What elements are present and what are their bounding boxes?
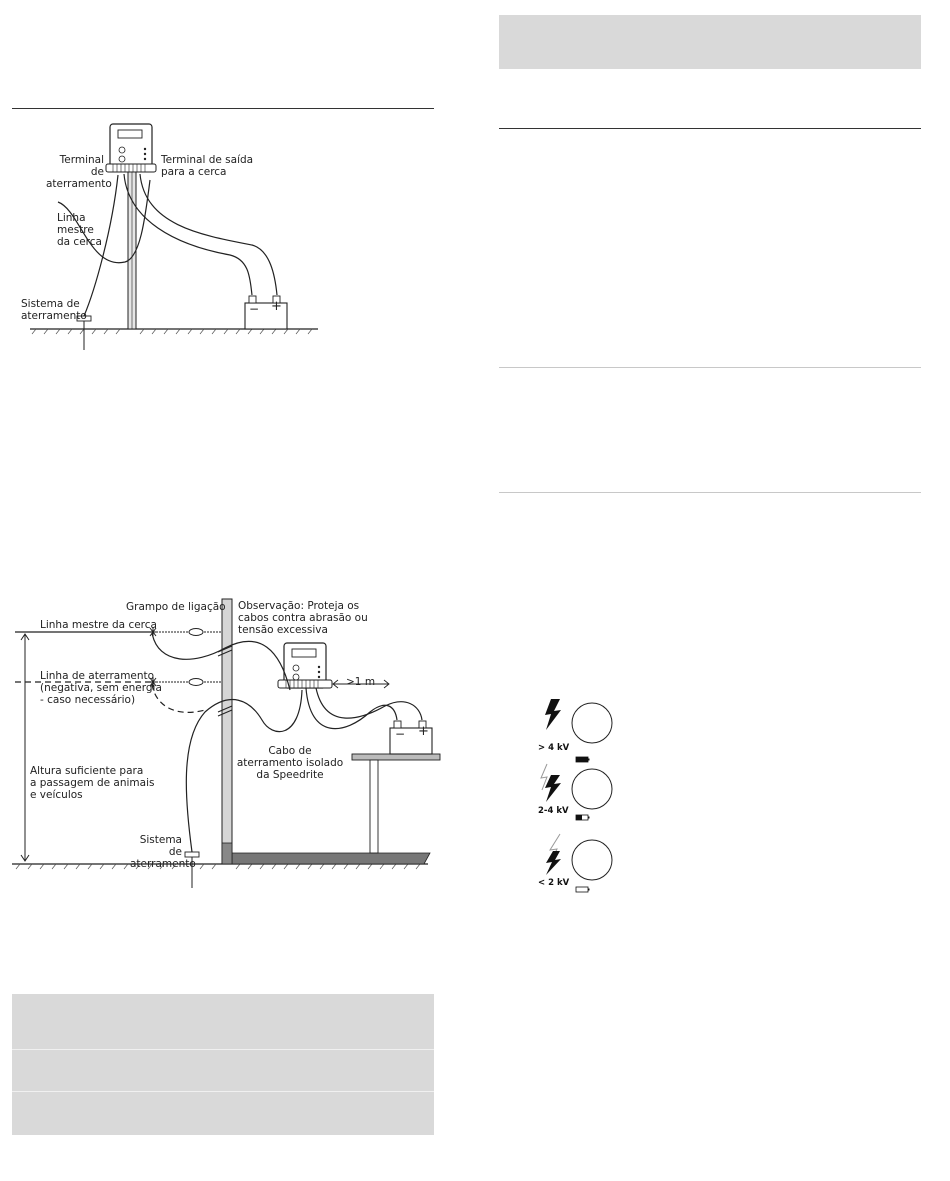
ground-system-label: Sistema de aterramento — [130, 834, 196, 870]
led-circle — [572, 840, 612, 880]
battery-full-icon — [576, 757, 588, 762]
kv-label-high: > 4 kV — [538, 743, 570, 753]
bolt-icon — [545, 699, 561, 730]
cable-label: Cabo de aterramento isolado da Speedrite — [236, 745, 344, 781]
terminal-output-label: Terminal de saída para a cerca — [161, 154, 254, 178]
clip-label: Grampo de ligação — [126, 601, 226, 613]
battery-plus-label: + — [418, 724, 429, 739]
ground-system-label: Sistema de aterramento — [21, 298, 87, 322]
kv-label-mid: 2-4 kV — [538, 806, 569, 816]
height-label: Altura suficiente para a passagem de animais e veículos — [30, 765, 155, 801]
kv-label-low: < 2 kV — [538, 878, 570, 888]
ground-line-label: Linha de aterramento (negativa, sem energia - caso necessário) — [40, 670, 162, 706]
battery-empty-icon — [576, 887, 588, 892]
bolt-icon — [546, 851, 561, 875]
led-circle — [572, 769, 612, 809]
fence-main-line-label: Linha mestre da cerca — [40, 619, 157, 631]
battery-minus-label: − — [395, 727, 406, 741]
note-label: Observação: Proteja os cabos contra abrasão ou tensão excessiva — [238, 600, 368, 636]
fence-main-line-label: Linha mestre da cerca — [57, 212, 102, 248]
terminal-ground-label: Terminal de aterramento — [46, 154, 112, 190]
bolt-icon — [545, 775, 561, 802]
battery-minus-label: − — [249, 302, 260, 316]
battery-plus-label: + — [271, 299, 282, 314]
led-circle — [572, 703, 612, 743]
distance-label: >1 m — [346, 676, 376, 688]
